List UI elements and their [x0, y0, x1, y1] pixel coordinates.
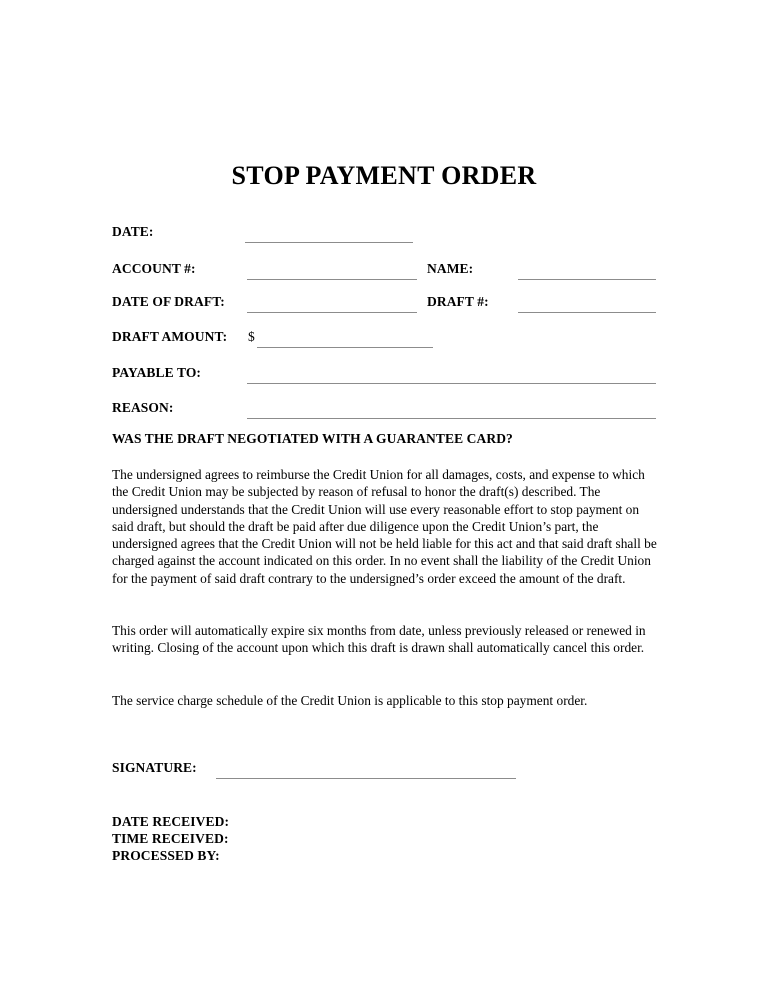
date-received-label: DATE RECEIVED:	[112, 814, 230, 829]
field-row-date	[112, 224, 656, 244]
payable-to-input-line[interactable]	[247, 383, 656, 384]
account-number-input-line[interactable]	[247, 279, 417, 280]
field-row-account-name	[112, 261, 656, 281]
field-row-reason	[112, 400, 656, 420]
draft-number-label: DRAFT #:	[427, 294, 489, 309]
account-number-label: ACCOUNT #:	[112, 261, 196, 276]
dollar-sign-icon: $	[248, 329, 255, 344]
guarantee-card-question: WAS THE DRAFT NEGOTIATED WITH A GUARANTEE CARD?	[112, 431, 513, 446]
processed-by-label: PROCESSED BY:	[112, 848, 220, 864]
field-row-payable-to	[112, 365, 656, 385]
draft-amount-input-line[interactable]	[257, 347, 433, 348]
date-label: DATE:	[112, 224, 154, 239]
terms-paragraph-2: This order will automatically expire six months from date, unless previously released or renewed in writing. Closing of the account upon which this draft is drawn shall automatically cancel this order.	[112, 623, 646, 656]
field-row-signature	[112, 760, 532, 780]
signature-label: SIGNATURE:	[112, 760, 197, 775]
field-row-draft-amount	[112, 329, 656, 349]
signature-input-line[interactable]	[216, 778, 516, 779]
name-input-line[interactable]	[518, 279, 656, 280]
reason-label: REASON:	[112, 400, 174, 415]
terms-paragraph-3: The service charge schedule of the Credit Union is applicable to this stop payment order.	[112, 693, 588, 708]
date-input-line[interactable]	[245, 242, 413, 243]
page-title: STOP PAYMENT ORDER	[231, 161, 537, 190]
terms-paragraph-1: The undersigned agrees to reimburse the Credit Union for all damages, costs, and expense to which the Credit Union may be subjected by reason of refusal to honor the draft(s) described. The undersigned understands that the Credit Union will use every reasonable effort to stop payment on said draft, but should the draft be paid after due diligence upon the Credit Union’s part, the undersigned agrees that the Credit Union will not be held liable for this act and that said draft shall be charged against the account indicated on this order. In no event shall the liability of the Credit Union for the payment of said draft contrary to the undersigned’s order exceed the amount of the draft.	[112, 467, 657, 586]
time-received-label: TIME RECEIVED:	[112, 831, 229, 847]
field-row-draft-date-number	[112, 294, 656, 314]
name-label: NAME:	[427, 261, 474, 276]
reason-input-line[interactable]	[247, 418, 656, 419]
payable-to-label: PAYABLE TO:	[112, 365, 202, 380]
draft-number-input-line[interactable]	[518, 312, 656, 313]
office-use-block	[112, 813, 229, 865]
date-of-draft-input-line[interactable]	[247, 312, 417, 313]
date-of-draft-label: DATE OF DRAFT:	[112, 294, 225, 309]
draft-amount-label: DRAFT AMOUNT:	[112, 329, 228, 344]
